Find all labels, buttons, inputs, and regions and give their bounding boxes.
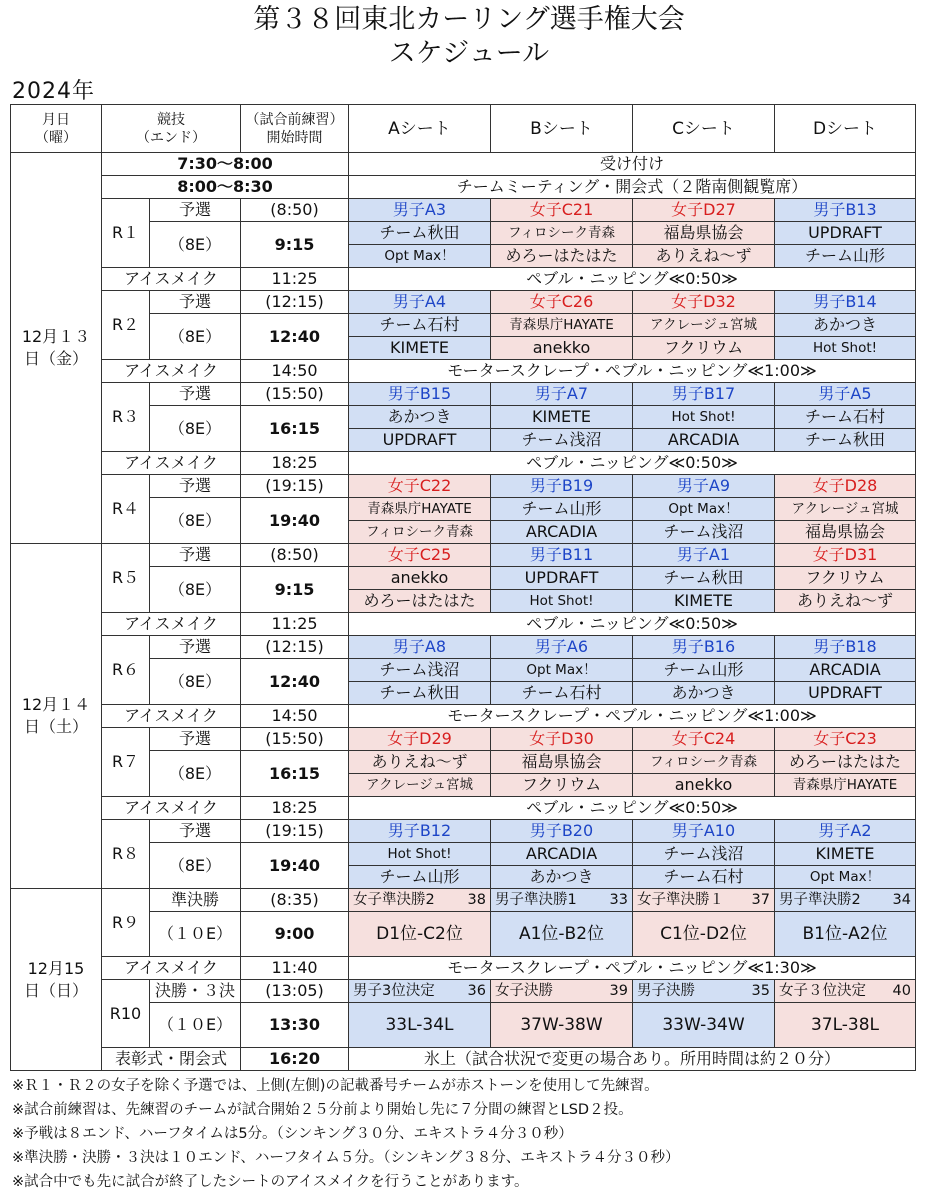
round-stage: 予選 — [150, 291, 241, 314]
icemake-label: アイスメイク — [102, 705, 241, 728]
team-1: フクリウム — [775, 567, 916, 590]
icemake-time: 11:25 — [241, 613, 349, 636]
team-2: 青森県庁HAYATE — [775, 774, 916, 797]
game-code: 女子D30 — [491, 728, 633, 751]
icemake-time: 14:50 — [241, 705, 349, 728]
team-1: あかつき — [775, 314, 916, 337]
note-line: ※試合前練習は、先練習のチームが試合開始２５分前より開始し先に７分間の練習とLSD２投。 — [12, 1102, 633, 1118]
game-code: 男子B19 — [491, 475, 633, 498]
game-code: 女子D32 — [633, 291, 775, 314]
day-weekday: 日（土） — [23, 717, 88, 736]
team-1: めろーはたはた — [775, 751, 916, 774]
page-title: 第３８回東北カーリング選手権大会 — [253, 4, 685, 35]
game-code: 女子C25 — [349, 544, 491, 567]
header-event-label: 競技 — [157, 111, 185, 128]
round-ends: （8E） — [150, 659, 241, 705]
game-code: 女子C23 — [775, 728, 916, 751]
header-sheet: Dシート — [775, 105, 916, 153]
game-code: 男子A5 — [775, 383, 916, 406]
icemake-desc: ペブル・ニッピング≪0:50≫ — [349, 613, 916, 636]
team-2: KIMETE — [633, 590, 775, 613]
icemake-desc: モータースクレープ・ペブル・ニッピング≪1:30≫ — [349, 957, 916, 980]
round-label: R10 — [102, 980, 150, 1048]
game-number: 36 — [467, 983, 486, 999]
round-ends: （8E） — [150, 843, 241, 889]
team-2: ARCADIA — [491, 521, 633, 544]
round-label: R１ — [102, 199, 150, 268]
round-label: R７ — [102, 728, 150, 797]
team-2: anekko — [633, 774, 775, 797]
icemake-time: 11:40 — [241, 957, 349, 980]
team-1: チーム浅沼 — [633, 843, 775, 866]
team-2: anekko — [491, 337, 633, 360]
team-1: ARCADIA — [775, 659, 916, 682]
team-2: UPDRAFT — [775, 682, 916, 705]
matchup: A1位-B2位 — [491, 912, 633, 957]
game-code: 女子D29 — [349, 728, 491, 751]
team-1: チーム秋田 — [349, 222, 491, 245]
day-date: 12月15 — [27, 958, 85, 978]
icemake-label: アイスメイク — [102, 452, 241, 475]
practice-time: (8:35) — [241, 889, 349, 912]
icemake-desc: ペブル・ニッピング≪0:50≫ — [349, 268, 916, 291]
team-1: チーム浅沼 — [349, 659, 491, 682]
game-header — [775, 980, 916, 1003]
team-1: KIMETE — [775, 843, 916, 866]
game-code: 男子A9 — [633, 475, 775, 498]
meeting-time: 8:00～8:30 — [102, 176, 349, 199]
game-code: 女子C22 — [349, 475, 491, 498]
game-number: 34 — [892, 892, 911, 908]
practice-time: (19:15) — [241, 475, 349, 498]
team-1: 青森県庁HAYATE — [491, 314, 633, 337]
team-2: めろーはたはた — [491, 245, 633, 268]
day-date: 12月１４ — [21, 695, 91, 714]
team-2: チーム浅沼 — [633, 521, 775, 544]
round-stage: 予選 — [150, 383, 241, 406]
team-1: チーム山形 — [491, 498, 633, 521]
team-1: anekko — [349, 567, 491, 590]
team-2: チーム山形 — [775, 245, 916, 268]
round-label: R４ — [102, 475, 150, 544]
game-header — [491, 980, 633, 1003]
closing-desc: 氷上（試合状況で変更の場合あり。所用時間は約２０分） — [349, 1048, 916, 1071]
round-ends: （8E） — [150, 498, 241, 544]
practice-time: (15:50) — [241, 383, 349, 406]
round-label: R２ — [102, 291, 150, 360]
matchup: 33L-34L — [349, 1003, 491, 1048]
game-number: 33 — [609, 892, 628, 908]
practice-time: (15:50) — [241, 728, 349, 751]
day-date: 12月１３ — [21, 327, 91, 346]
team-2: あかつき — [491, 866, 633, 889]
header-event — [102, 105, 241, 153]
game-header — [349, 889, 491, 912]
game-code: 女子C24 — [633, 728, 775, 751]
year-label: 2024年 — [12, 79, 95, 104]
practice-time: (13:05) — [241, 980, 349, 1003]
icemake-time: 11:25 — [241, 268, 349, 291]
reception-time: 7:30～8:00 — [102, 153, 349, 176]
note-line: ※予戦は８エンド、ハーフタイムは5分。（シンキング３０分、エキストラ４分３０秒） — [12, 1126, 573, 1142]
team-2: Opt Max！ — [349, 245, 491, 268]
notes — [12, 1074, 679, 1194]
game-label: 男子3位決定 — [353, 983, 435, 999]
game-code: 女子D27 — [633, 199, 775, 222]
icemake-desc: ペブル・ニッピング≪0:50≫ — [349, 452, 916, 475]
game-header — [491, 889, 633, 912]
matchup: 37L-38L — [775, 1003, 916, 1048]
closing-time: 16:20 — [241, 1048, 349, 1071]
start-time: 13:30 — [241, 1003, 349, 1048]
game-code: 男子B17 — [633, 383, 775, 406]
game-code: 男子B15 — [349, 383, 491, 406]
start-time: 9:00 — [241, 912, 349, 957]
game-code: 男子B16 — [633, 636, 775, 659]
game-code: 女子C26 — [491, 291, 633, 314]
round-stage: 準決勝 — [150, 889, 241, 912]
team-1: Hot Shot! — [633, 406, 775, 429]
practice-time: (12:15) — [241, 291, 349, 314]
game-number: 40 — [892, 983, 911, 999]
game-code: 男子B18 — [775, 636, 916, 659]
round-ends: （8E） — [150, 222, 241, 268]
round-label: R５ — [102, 544, 150, 613]
team-2: ARCADIA — [633, 429, 775, 452]
game-number: 39 — [609, 983, 628, 999]
team-1: チーム石村 — [349, 314, 491, 337]
team-1: アクレージュ宮城 — [775, 498, 916, 521]
game-code: 女子D28 — [775, 475, 916, 498]
team-1: UPDRAFT — [491, 567, 633, 590]
team-2: Hot Shot! — [775, 337, 916, 360]
game-code: 男子A8 — [349, 636, 491, 659]
team-2: 福島県協会 — [775, 521, 916, 544]
meeting-label: チームミーティング・開会式（２階南側観覧席） — [349, 176, 916, 199]
day-cell — [11, 153, 102, 544]
round-stage: 予選 — [150, 636, 241, 659]
header-ends-label: （エンド） — [136, 129, 206, 146]
round-label: R６ — [102, 636, 150, 705]
start-time: 12:40 — [241, 659, 349, 705]
start-time: 12:40 — [241, 314, 349, 360]
game-header — [633, 889, 775, 912]
team-1: 福島県協会 — [491, 751, 633, 774]
team-1: ARCADIA — [491, 843, 633, 866]
page-subtitle: スケジュール — [388, 38, 550, 69]
team-2: KIMETE — [349, 337, 491, 360]
round-label: R３ — [102, 383, 150, 452]
header-time — [241, 105, 349, 153]
matchup: D1位-C2位 — [349, 912, 491, 957]
start-time: 19:40 — [241, 498, 349, 544]
matchup: 37W-38W — [491, 1003, 633, 1048]
icemake-label: アイスメイク — [102, 268, 241, 291]
icemake-desc: モータースクレープ・ペブル・ニッピング≪1:00≫ — [349, 360, 916, 383]
day-weekday: 日（日） — [23, 980, 88, 1000]
team-2: Opt Max！ — [775, 866, 916, 889]
game-code: 女子D31 — [775, 544, 916, 567]
icemake-label: アイスメイク — [102, 797, 241, 820]
round-label: R８ — [102, 820, 150, 889]
team-2: チーム石村 — [633, 866, 775, 889]
game-code: 男子A1 — [633, 544, 775, 567]
start-time: 9:15 — [241, 567, 349, 613]
round-ends: （8E） — [150, 314, 241, 360]
team-2: めろーはたはた — [349, 590, 491, 613]
team-1: チーム石村 — [775, 406, 916, 429]
matchup: C1位-D2位 — [633, 912, 775, 957]
icemake-time: 18:25 — [241, 797, 349, 820]
header-start-label: 開始時間 — [266, 129, 323, 146]
team-1: あかつき — [349, 406, 491, 429]
game-code: 男子B13 — [775, 199, 916, 222]
team-2: アクレージュ宮城 — [349, 774, 491, 797]
game-number: 38 — [467, 892, 486, 908]
round-stage: 予選 — [150, 199, 241, 222]
icemake-time: 18:25 — [241, 452, 349, 475]
schedule-table — [10, 104, 916, 1071]
game-label: 男子準決勝1 — [495, 892, 577, 908]
team-2: ありえね～ず — [633, 245, 775, 268]
round-stage: 予選 — [150, 475, 241, 498]
game-code: 男子B20 — [491, 820, 633, 843]
matchup: B1位-A2位 — [775, 912, 916, 957]
team-2: チーム秋田 — [349, 682, 491, 705]
start-time: 16:15 — [241, 751, 349, 797]
team-1: ありえね～ず — [349, 751, 491, 774]
closing-label: 表彰式・閉会式 — [102, 1048, 241, 1071]
team-1: 福島県協会 — [633, 222, 775, 245]
round-ends: （１０E） — [150, 1003, 241, 1048]
header-date — [11, 105, 102, 153]
team-1: Opt Max！ — [633, 498, 775, 521]
game-code: 男子B12 — [349, 820, 491, 843]
team-1: フィロシーク青森 — [633, 751, 775, 774]
team-1: チーム山形 — [633, 659, 775, 682]
day-weekday: 日（金） — [23, 349, 88, 368]
game-label: 男子準決勝2 — [779, 892, 861, 908]
round-ends: （１０E） — [150, 912, 241, 957]
round-stage: 予選 — [150, 820, 241, 843]
reception-label: 受け付け — [349, 153, 916, 176]
icemake-desc: モータースクレープ・ペブル・ニッピング≪1:00≫ — [349, 705, 916, 728]
matchup: 33W-34W — [633, 1003, 775, 1048]
team-2: フィロシーク青森 — [349, 521, 491, 544]
game-label: 女子３位決定 — [779, 983, 866, 999]
team-2: チーム浅沼 — [491, 429, 633, 452]
team-2: フクリウム — [491, 774, 633, 797]
game-code: 男子A10 — [633, 820, 775, 843]
team-2: チーム山形 — [349, 866, 491, 889]
game-code: 女子C21 — [491, 199, 633, 222]
game-header — [633, 980, 775, 1003]
team-2: チーム秋田 — [775, 429, 916, 452]
icemake-label: アイスメイク — [102, 957, 241, 980]
team-2: UPDRAFT — [349, 429, 491, 452]
team-1: KIMETE — [491, 406, 633, 429]
icemake-desc: ペブル・ニッピング≪0:50≫ — [349, 797, 916, 820]
icemake-label: アイスメイク — [102, 360, 241, 383]
round-ends: （8E） — [150, 751, 241, 797]
team-2: フクリウム — [633, 337, 775, 360]
start-time: 9:15 — [241, 222, 349, 268]
day-cell — [11, 544, 102, 889]
team-2: ありえね～ず — [775, 590, 916, 613]
team-1: チーム秋田 — [633, 567, 775, 590]
round-label: R９ — [102, 889, 150, 957]
game-code: 男子A7 — [491, 383, 633, 406]
game-code: 男子A4 — [349, 291, 491, 314]
start-time: 19:40 — [241, 843, 349, 889]
practice-time: (12:15) — [241, 636, 349, 659]
game-header — [775, 889, 916, 912]
game-label: 男子決勝 — [637, 983, 695, 999]
team-1: フィロシーク青森 — [491, 222, 633, 245]
icemake-label: アイスメイク — [102, 613, 241, 636]
game-header — [349, 980, 491, 1003]
game-code: 男子A2 — [775, 820, 916, 843]
header-date-label: 月日 — [42, 111, 70, 128]
game-code: 男子B11 — [491, 544, 633, 567]
team-2: Hot Shot! — [491, 590, 633, 613]
game-label: 女子決勝 — [495, 983, 553, 999]
team-2: あかつき — [633, 682, 775, 705]
round-ends: （8E） — [150, 567, 241, 613]
game-label: 女子準決勝１ — [637, 892, 724, 908]
game-code: 男子A6 — [491, 636, 633, 659]
team-1: Hot Shot! — [349, 843, 491, 866]
note-line: ※試合中でも先に試合が終了したシートのアイスメイクを行うことがあります。 — [12, 1174, 529, 1190]
game-code: 男子B14 — [775, 291, 916, 314]
header-dow-label: （曜） — [35, 129, 77, 146]
game-number: 37 — [751, 892, 770, 908]
icemake-time: 14:50 — [241, 360, 349, 383]
practice-time: (8:50) — [241, 199, 349, 222]
round-stage: 決勝・３決 — [150, 980, 241, 1003]
start-time: 16:15 — [241, 406, 349, 452]
game-number: 35 — [751, 983, 770, 999]
team-1: Opt Max！ — [491, 659, 633, 682]
round-stage: 予選 — [150, 728, 241, 751]
note-line: ※Ｒ１・Ｒ２の女子を除く予選では、上側(左側)の記載番号チームが赤ストーンを使用して先練習。 — [12, 1078, 659, 1094]
header-sheet: Bシート — [491, 105, 633, 153]
practice-time: (8:50) — [241, 544, 349, 567]
day-cell — [11, 889, 102, 1071]
team-2: チーム石村 — [491, 682, 633, 705]
round-stage: 予選 — [150, 544, 241, 567]
header-practice-label: （試合前練習） — [245, 111, 344, 128]
team-1: アクレージュ宮城 — [633, 314, 775, 337]
practice-time: (19:15) — [241, 820, 349, 843]
header-sheet: Aシート — [349, 105, 491, 153]
game-code: 男子A3 — [349, 199, 491, 222]
header-sheet: Cシート — [633, 105, 775, 153]
game-label: 女子準決勝2 — [353, 892, 435, 908]
team-1: UPDRAFT — [775, 222, 916, 245]
note-line: ※準決勝・決勝・３決は１０エンド、ハーフタイム５分。（シンキング３８分、エキストラ４分３０秒） — [12, 1150, 680, 1166]
team-1: 青森県庁HAYATE — [349, 498, 491, 521]
round-ends: （8E） — [150, 406, 241, 452]
